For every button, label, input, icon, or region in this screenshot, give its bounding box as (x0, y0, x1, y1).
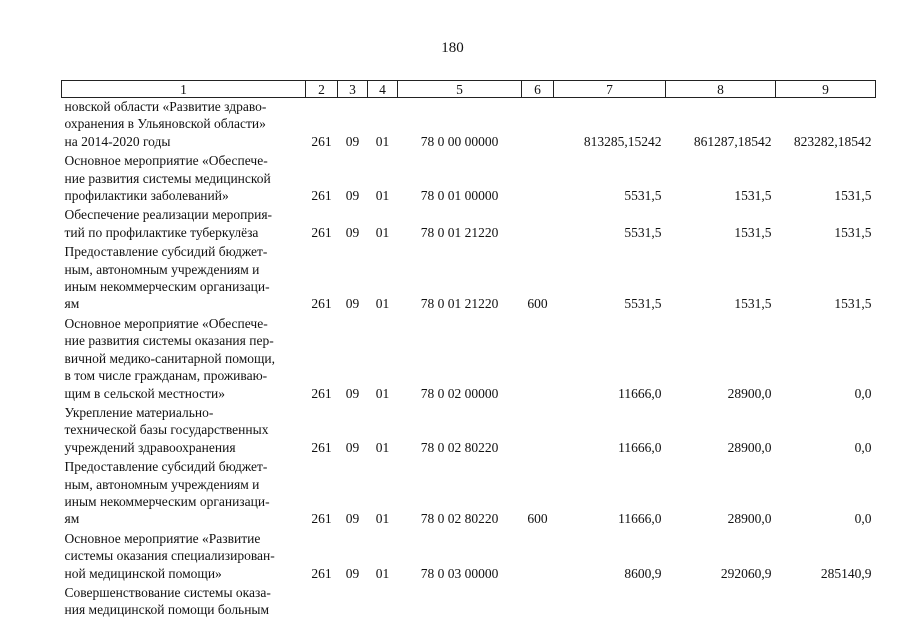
row-name-line: Укрепление материально- (64, 404, 214, 420)
cell-amount-c9: 1531,5 (834, 224, 872, 240)
row-name-line: в том числе гражданам, проживаю- (64, 368, 268, 384)
cell-amount-c9: 1531,5 (834, 188, 872, 204)
row-name-line: технической базы государственных (64, 422, 269, 438)
row-name-line: ния медицинской помощи больным (64, 602, 270, 618)
row-name-line: ние развития системы оказания пер- (64, 333, 274, 349)
cell-c2: 261 (311, 565, 332, 581)
cell-amount-c8: 28900,0 (727, 439, 772, 455)
cell-amount-c7: 11666,0 (618, 439, 662, 455)
cell-c3: 09 (345, 439, 360, 455)
table-body (62, 98, 876, 621)
cell-amount-c9: 285140,9 (820, 565, 872, 581)
cell-c5: 78 0 00 00000 (420, 133, 499, 149)
column-header: 8 (666, 81, 776, 98)
cell-c2: 261 (311, 224, 332, 240)
row-name-line: щим в сельской местности» (64, 385, 225, 401)
cell-c3: 09 (345, 224, 360, 240)
column-number-row (62, 81, 876, 98)
budget-table (61, 80, 876, 621)
row-name-line: ной медицинской помощи» (64, 565, 222, 581)
cell-amount-c9: 823282,18542 (793, 133, 872, 149)
cell-c4: 01 (375, 385, 390, 401)
row-name-line: Совершенствование системы оказа- (64, 584, 271, 600)
row-name-line: иным некоммерческим организаци- (64, 279, 270, 295)
row-name-line: охранения в Ульяновской области» (64, 116, 266, 132)
cell-amount-c8: 28900,0 (727, 511, 772, 527)
row-name-line: системы оказания специализирован- (64, 548, 275, 564)
table-row (62, 404, 876, 458)
cell-c4: 01 (375, 188, 390, 204)
cell-amount-c7: 813285,15242 (583, 133, 662, 149)
column-header: 3 (338, 81, 368, 98)
cell-c4: 01 (375, 439, 390, 455)
cell-amount-c7: 11666,0 (618, 511, 662, 527)
column-header: 7 (554, 81, 666, 98)
row-name-line: учреждений здравоохранения (64, 439, 236, 455)
cell-c3: 09 (345, 565, 360, 581)
cell-amount-c8: 861287,18542 (693, 133, 772, 149)
table-row (62, 98, 876, 153)
cell-c5: 78 0 03 00000 (420, 565, 499, 581)
table-row (62, 152, 876, 206)
cell-c2 (306, 584, 338, 621)
row-name (62, 152, 306, 206)
cell-c6 (522, 152, 554, 206)
row-name-line: Предоставление субсидий бюджет- (64, 244, 268, 260)
cell-c6 (522, 584, 554, 621)
row-name-line: ным, автономным учреждениям и (64, 261, 260, 277)
cell-amount-c8 (666, 584, 776, 621)
cell-c5: 78 0 02 80220 (420, 511, 499, 527)
cell-c3: 09 (345, 133, 360, 149)
cell-c3 (338, 584, 368, 621)
cell-amount-c7: 5531,5 (624, 224, 662, 240)
cell-c2: 261 (311, 296, 332, 312)
cell-amount-c7: 11666,0 (618, 385, 662, 401)
cell-amount-c8: 28900,0 (727, 385, 772, 401)
row-name (62, 98, 306, 153)
cell-c3: 09 (345, 296, 360, 312)
table-row (62, 458, 876, 530)
row-name-line: Основное мероприятие «Обеспече- (64, 315, 268, 331)
cell-c5: 78 0 02 80220 (420, 439, 499, 455)
cell-c6: 600 (527, 511, 548, 527)
row-name-line: тий по профилактике туберкулёза (64, 224, 259, 240)
row-name-line: новской области «Развитие здраво- (64, 99, 267, 114)
row-name-line: ние развития системы медицинской (64, 170, 271, 186)
cell-c2: 261 (311, 133, 332, 149)
cell-c5: 78 0 01 21220 (420, 296, 499, 312)
row-name-line: Предоставление субсидий бюджет- (64, 459, 268, 475)
cell-c4: 01 (375, 565, 390, 581)
column-header: 9 (776, 81, 876, 98)
cell-amount-c8: 292060,9 (720, 565, 772, 581)
table-row (62, 530, 876, 584)
cell-amount-c9 (776, 584, 876, 621)
cell-amount-c9: 0,0 (854, 439, 872, 455)
row-name (62, 206, 306, 243)
row-name-line: Основное мероприятие «Развитие (64, 530, 261, 546)
table-row (62, 243, 876, 315)
cell-c2: 261 (311, 439, 332, 455)
cell-c2: 261 (311, 188, 332, 204)
cell-amount-c8: 1531,5 (734, 188, 772, 204)
row-name (62, 458, 306, 530)
row-name-line: на 2014-2020 годы (64, 133, 171, 149)
cell-c4: 01 (375, 296, 390, 312)
row-name (62, 404, 306, 458)
row-name-line: Основное мероприятие «Обеспече- (64, 153, 268, 169)
cell-amount-c9: 0,0 (854, 511, 872, 527)
cell-c5: 78 0 01 00000 (420, 188, 499, 204)
cell-c6 (522, 98, 554, 153)
cell-c2: 261 (311, 385, 332, 401)
cell-amount-c7: 5531,5 (624, 188, 662, 204)
cell-amount-c8: 1531,5 (734, 224, 772, 240)
cell-c2: 261 (311, 511, 332, 527)
row-name-line: ям (64, 296, 80, 312)
cell-c6 (522, 315, 554, 404)
row-name-line: профилактики заболеваний» (64, 188, 229, 204)
cell-c3: 09 (345, 511, 360, 527)
cell-amount-c8: 1531,5 (734, 296, 772, 312)
cell-c6 (522, 530, 554, 584)
column-header: 6 (522, 81, 554, 98)
row-name-line: вичной медико-санитарной помощи, (64, 350, 276, 366)
cell-c6 (522, 404, 554, 458)
column-header: 4 (368, 81, 398, 98)
table-row (62, 315, 876, 404)
row-name (62, 530, 306, 584)
cell-amount-c7: 5531,5 (624, 296, 662, 312)
row-name (62, 315, 306, 404)
row-name-line: иным некоммерческим организаци- (64, 493, 270, 509)
cell-amount-c9: 0,0 (854, 385, 872, 401)
column-header: 1 (62, 81, 306, 98)
cell-amount-c9: 1531,5 (834, 296, 872, 312)
table-row (62, 206, 876, 243)
row-name-line: Обеспечение реализации мероприя- (64, 207, 273, 223)
column-header: 5 (398, 81, 522, 98)
page-number: 180 (441, 40, 464, 56)
row-name (62, 243, 306, 315)
cell-c6: 600 (527, 296, 548, 312)
cell-c3: 09 (345, 385, 360, 401)
cell-c3: 09 (345, 188, 360, 204)
column-header: 2 (306, 81, 338, 98)
table-row (62, 584, 876, 621)
row-name (62, 584, 306, 621)
cell-c5 (398, 584, 522, 621)
cell-c4: 01 (375, 224, 390, 240)
cell-c4: 01 (375, 133, 390, 149)
cell-c4: 01 (375, 511, 390, 527)
cell-amount-c7 (554, 584, 666, 621)
cell-c6 (522, 206, 554, 243)
cell-c5: 78 0 02 00000 (420, 385, 499, 401)
cell-amount-c7: 8600,9 (624, 565, 662, 581)
row-name-line: ным, автономным учреждениям и (64, 476, 260, 492)
cell-c5: 78 0 01 21220 (420, 224, 499, 240)
row-name-line: ям (64, 511, 80, 527)
cell-c4 (368, 584, 398, 621)
